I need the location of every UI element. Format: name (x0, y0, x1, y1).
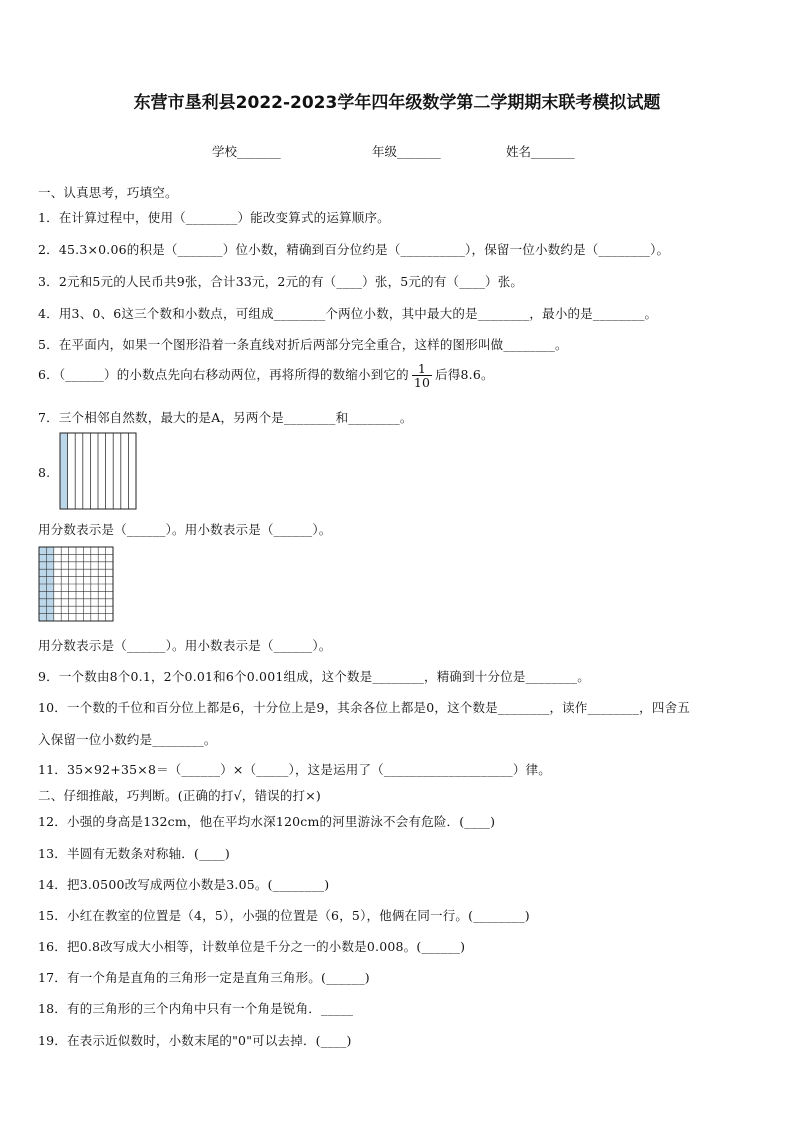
question-6 (38, 362, 494, 389)
figure-tenths-strip (59, 432, 137, 510)
question-3: 3．2元和5元的人民币共9张，合计33元，2元的有（____）张，5元的有（____）张。 (38, 274, 524, 289)
question-10-line-2: 入保留一位小数约是________。 (38, 732, 217, 747)
name-field: 姓名_______ (506, 144, 575, 159)
figure-hundredths-grid (38, 546, 114, 622)
question-11: 11．35×92+35×8＝（______）×（_____），这是运用了（____________________）律。 (38, 762, 551, 777)
question-16: 16．把0.8改写成大小相等，计数单位是千分之一的小数是0.008。(______) (38, 939, 466, 954)
question-4: 4．用3、0、6这三个数和小数点，可组成________个两位小数，其中最大的是________，最小的是________。 (38, 306, 658, 321)
fraction-denominator: 10 (413, 375, 431, 390)
page-title: 东营市垦利县2022-2023学年四年级数学第二学期期末联考模拟试题 (133, 93, 661, 113)
fraction-one-tenth (412, 362, 432, 389)
question-8-answer-b: 用分数表示是（______）。用小数表示是（______）。 (38, 638, 332, 653)
question-8-answer-a: 用分数表示是（______）。用小数表示是（______）。 (38, 522, 332, 537)
section-heading-true-false: 二、仔细推敲，巧判断。(正确的打√，错误的打×) (38, 788, 321, 803)
question-5: 5．在平面内，如果一个图形沿着一条直线对折后两部分完全重合，这样的图形叫做________。 (38, 337, 568, 352)
question-10-line-1: 10．一个数的千位和百分位上都是6，十分位上是9，其余各位上都是0，这个数是________，读作________，四舍五 (38, 700, 690, 715)
question-1: 1．在计算过程中，使用（________）能改变算式的运算顺序。 (38, 210, 390, 225)
question-2: 2．45.3×0.06的积是（_______）位小数，精确到百分位约是（__________），保留一位小数约是（________）。 (38, 242, 670, 257)
school-field: 学校_______ (212, 144, 281, 159)
section-heading-fill-in: 一、认真思考，巧填空。 (38, 185, 178, 200)
shaded-column (60, 433, 68, 509)
question-19: 19．在表示近似数时，小数末尾的"0"可以去掉．(____) (38, 1033, 352, 1048)
question-7: 7．三个相邻自然数，最大的是A，另两个是________和________。 (38, 410, 413, 425)
question-8-label: 8. (38, 465, 51, 480)
question-17: 17．有一个角是直角的三角形一定是直角三角形。(______) (38, 970, 370, 985)
question-18: 18．有的三角形的三个内角中只有一个角是锐角．_____ (38, 1001, 354, 1016)
question-14: 14．把3.0500改写成两位小数是3.05。(________) (38, 877, 330, 892)
question-12: 12．小强的身高是132cm，他在平均水深120cm的河里游泳不会有危险．(____) (38, 814, 496, 829)
question-9: 9．一个数由8个0.1，2个0.01和6个0.001组成，这个数是________，精确到十分位是________。 (38, 669, 590, 684)
question-6-text-before: 6．（______）的小数点先向右移动两位，再将所得的数缩小到它的 (38, 367, 409, 382)
fraction-numerator: 1 (412, 362, 432, 376)
question-15: 15．小红在教室的位置是（4，5），小强的位置是（6，5），他俩在同一行。(________) (38, 908, 530, 923)
grade-field: 年级_______ (372, 144, 441, 159)
question-13: 13．半圆有无数条对称轴．(____) (38, 846, 230, 861)
question-6-text-after: 后得8.6。 (435, 367, 494, 382)
